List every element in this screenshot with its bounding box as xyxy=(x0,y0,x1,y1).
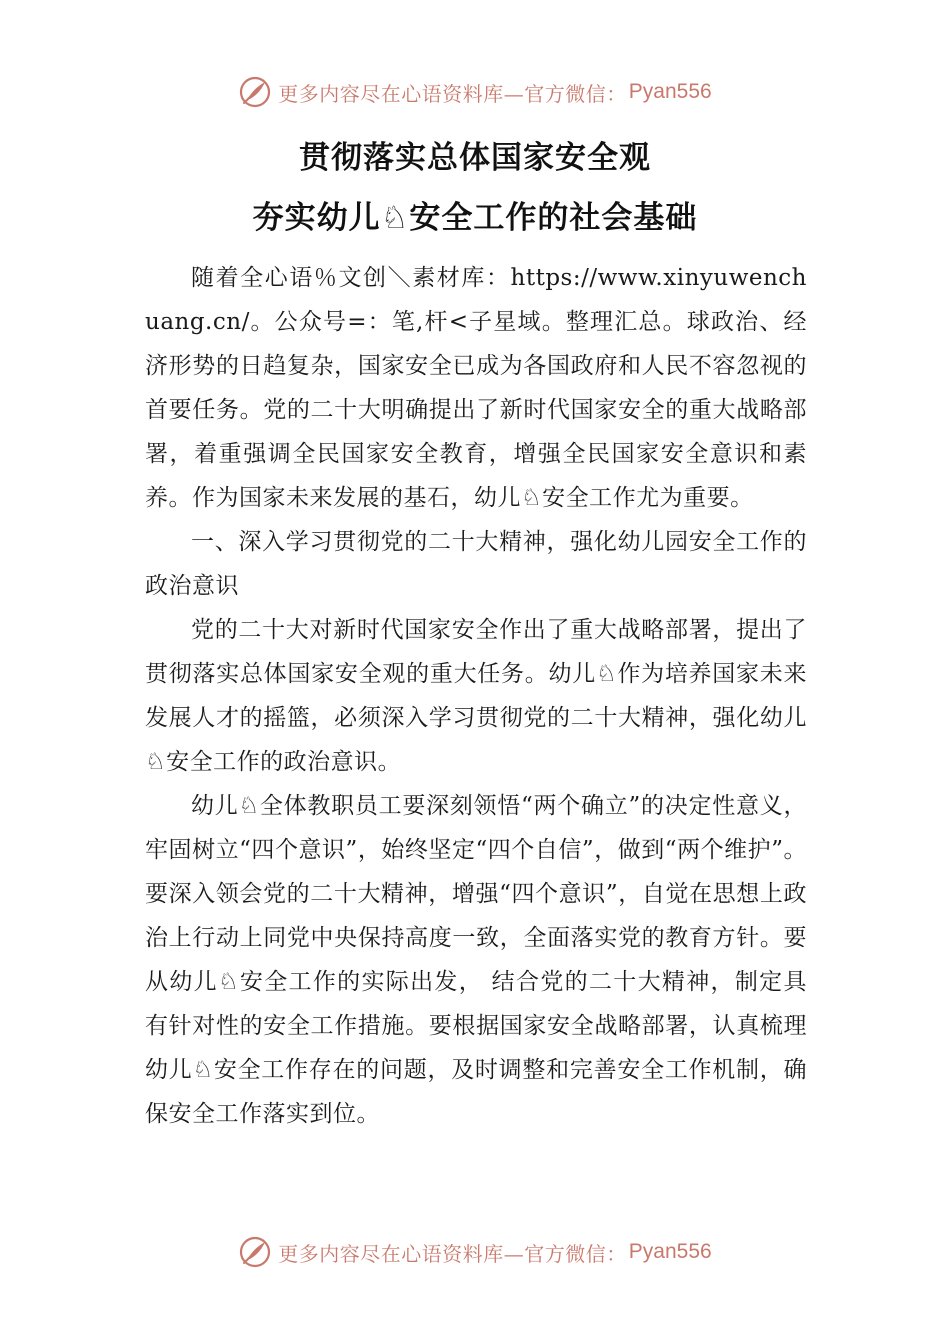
footer-watermark-banner xyxy=(0,1232,950,1272)
feather-pen-logo-icon xyxy=(238,1235,272,1269)
header-watermark-banner xyxy=(0,72,950,112)
title-line-2: 夯实幼儿♘安全工作的社会基础 xyxy=(252,200,698,236)
document-body xyxy=(145,256,807,1136)
banner-wechat-handle: Pyan556 xyxy=(628,1240,712,1263)
paragraph-section-1-details: 幼儿♘全体教职员工要深刻领悟“两个确立”的决定性意义，牢固树立“四个意识”，始终坚定“四个自信”，做到“两个维护”。要深入领会党的二十大精神，增强“四个意识”，自觉在思想上政治上行动上同党中央保持高度一致，全面落实党的教育方针。要从幼儿♘安全工作的实际出发， 结合党的二十大精神，制定具有针对性的安全工作措施。要根据国家安全战略部署，认真梳理幼儿♘安全工作存在的问题，及时调整和完善安全工作机制，确保安全工作落实到位。 xyxy=(145,793,807,1127)
banner-text: 更多内容尽在心语资料库—官方微信： xyxy=(278,1241,627,1266)
banner-wechat-handle: Pyan556 xyxy=(628,80,712,103)
document-title xyxy=(0,128,950,248)
feather-pen-logo-icon xyxy=(238,75,272,109)
paragraph-intro: 随着全心语％文创＼素材库：https://www.xinyuwenchuang.cn/。公众号=：笔,杆<子星域。整理汇总。球政治、经济形势的日趋复杂，国家安全已成为各国政府和人民不容忽视的首要任务。党的二十大明确提出了新时代国家安全的重大战略部署，着重强调全民国家安全教育，增强全民国家安全意识和素养。作为国家未来发展的基石，幼儿♘安全工作尤为重要。 xyxy=(145,265,807,511)
paragraph-section-1: 党的二十大对新时代国家安全作出了重大战略部署，提出了贯彻落实总体国家安全观的重大任务。幼儿♘作为培养国家未来发展人才的摇篮，必须深入学习贯彻党的二十大精神，强化幼儿♘安全工作的政治意识。 xyxy=(145,617,807,775)
title-line-1: 贯彻落实总体国家安全观 xyxy=(299,140,651,176)
section-heading-1: 一、深入学习贯彻党的二十大精神，强化幼儿园安全工作的政治意识 xyxy=(145,529,807,599)
banner-text: 更多内容尽在心语资料库—官方微信： xyxy=(278,81,627,106)
